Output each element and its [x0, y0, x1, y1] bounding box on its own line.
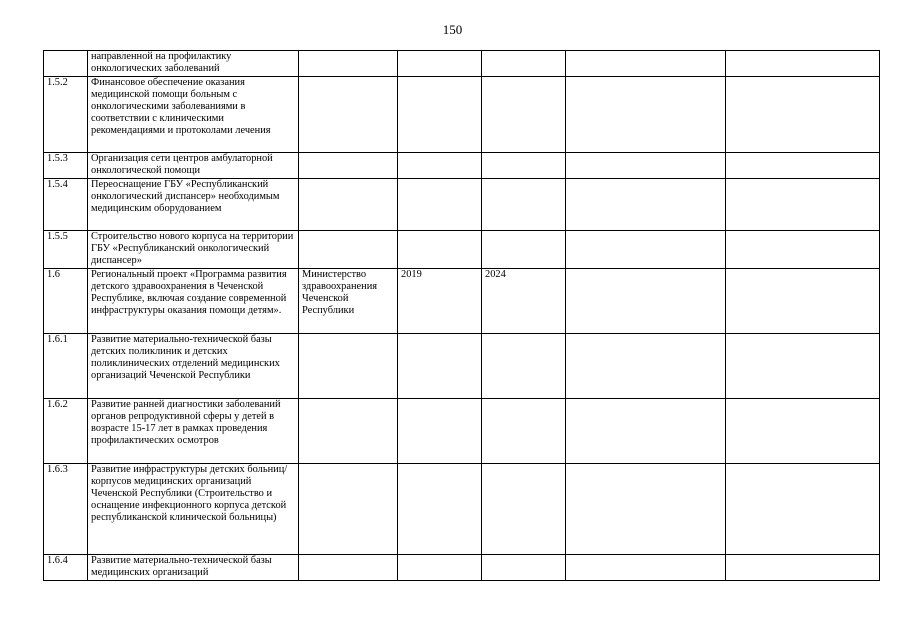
expected-result-cell: [566, 269, 726, 334]
expected-result-cell: [566, 399, 726, 464]
end-year-cell: [482, 464, 566, 555]
responsible-executor-cell: [299, 77, 398, 153]
responsible-executor-cell: [299, 334, 398, 399]
responsible-executor-cell: [299, 51, 398, 77]
expected-result-cell: [566, 179, 726, 231]
main-directions-cell: [726, 399, 880, 464]
page-number: 150: [442, 22, 463, 37]
event-name-cell: Развитие материально-технической базы медицинских организаций: [88, 555, 299, 581]
end-year-cell: [482, 51, 566, 77]
main-directions-cell: [726, 269, 880, 334]
start-year-cell: [398, 77, 482, 153]
row-number-cell: 1.6: [44, 269, 88, 334]
row-number-cell: 1.5.5: [44, 231, 88, 269]
table-row: [44, 153, 880, 179]
program-table: [43, 50, 880, 581]
table-row: [44, 399, 880, 464]
responsible-executor-cell: [299, 231, 398, 269]
responsible-executor-cell: [299, 179, 398, 231]
main-directions-cell: [726, 555, 880, 581]
row-number-cell: [44, 51, 88, 77]
end-year-cell: 2024: [482, 269, 566, 334]
responsible-executor-cell: [299, 555, 398, 581]
end-year-cell: [482, 231, 566, 269]
event-name-cell: Развитие ранней диагностики заболеваний органов репродуктивной сферы у детей в возрасте 15-17 лет в рамках проведения профилактических осмотров: [88, 399, 299, 464]
main-directions-cell: [726, 77, 880, 153]
end-year-cell: [482, 555, 566, 581]
table-row: [44, 231, 880, 269]
responsible-executor-cell: [299, 153, 398, 179]
expected-result-cell: [566, 77, 726, 153]
main-directions-cell: [726, 179, 880, 231]
end-year-cell: [482, 334, 566, 399]
table-row: [44, 464, 880, 555]
responsible-executor-cell: [299, 399, 398, 464]
responsible-executor-cell: Министерство здравоохранения Чеченской Республики: [299, 269, 398, 334]
table-row: [44, 334, 880, 399]
main-directions-cell: [726, 153, 880, 179]
start-year-cell: [398, 464, 482, 555]
expected-result-cell: [566, 153, 726, 179]
event-name-cell: Организация сети центров амбулаторной онкологической помощи: [88, 153, 299, 179]
end-year-cell: [482, 179, 566, 231]
table-row: [44, 179, 880, 231]
event-name-cell: Региональный проект «Программа развития детского здравоохранения в Чеченской Республике, включая создание современной инфраструктуры оказания помощи детям».: [88, 269, 299, 334]
event-name-cell: Развитие инфраструктуры детских больниц/корпусов медицинских организаций Чеченской Республики (Строительство и оснащение инфекционного корпуса детской республиканской клинической больницы): [88, 464, 299, 555]
event-name-cell: Финансовое обеспечение оказания медицинской помощи больным с онкологическими заболеваниями в соответствии с клиническими рекомендациями и протоколами лечения: [88, 77, 299, 153]
event-name-cell: Развитие материально-технической базы детских поликлиник и детских поликлинических отделений медицинских организаций Чеченской Республики: [88, 334, 299, 399]
end-year-cell: [482, 153, 566, 179]
row-number-cell: 1.6.3: [44, 464, 88, 555]
start-year-cell: 2019: [398, 269, 482, 334]
main-directions-cell: [726, 464, 880, 555]
start-year-cell: [398, 153, 482, 179]
start-year-cell: [398, 555, 482, 581]
end-year-cell: [482, 399, 566, 464]
main-directions-cell: [726, 231, 880, 269]
row-number-cell: 1.6.1: [44, 334, 88, 399]
row-number-cell: 1.6.4: [44, 555, 88, 581]
event-name-cell: Строительство нового корпуса на территории ГБУ «Республиканский онкологический диспансер»: [88, 231, 299, 269]
table-row: [44, 77, 880, 153]
start-year-cell: [398, 231, 482, 269]
start-year-cell: [398, 334, 482, 399]
start-year-cell: [398, 179, 482, 231]
table-row: [44, 269, 880, 334]
main-directions-cell: [726, 51, 880, 77]
expected-result-cell: [566, 555, 726, 581]
main-directions-cell: [726, 334, 880, 399]
responsible-executor-cell: [299, 464, 398, 555]
table-row: [44, 51, 880, 77]
table-body: [44, 51, 880, 581]
expected-result-cell: [566, 231, 726, 269]
table-row: [44, 555, 880, 581]
event-name-cell: направленной на профилактику онкологических заболеваний: [88, 51, 299, 77]
start-year-cell: [398, 51, 482, 77]
expected-result-cell: [566, 51, 726, 77]
row-number-cell: 1.5.2: [44, 77, 88, 153]
row-number-cell: 1.6.2: [44, 399, 88, 464]
row-number-cell: 1.5.3: [44, 153, 88, 179]
row-number-cell: 1.5.4: [44, 179, 88, 231]
start-year-cell: [398, 399, 482, 464]
end-year-cell: [482, 77, 566, 153]
expected-result-cell: [566, 464, 726, 555]
expected-result-cell: [566, 334, 726, 399]
event-name-cell: Переоснащение ГБУ «Республиканский онкологический диспансер» необходимым медицинским оборудованием: [88, 179, 299, 231]
